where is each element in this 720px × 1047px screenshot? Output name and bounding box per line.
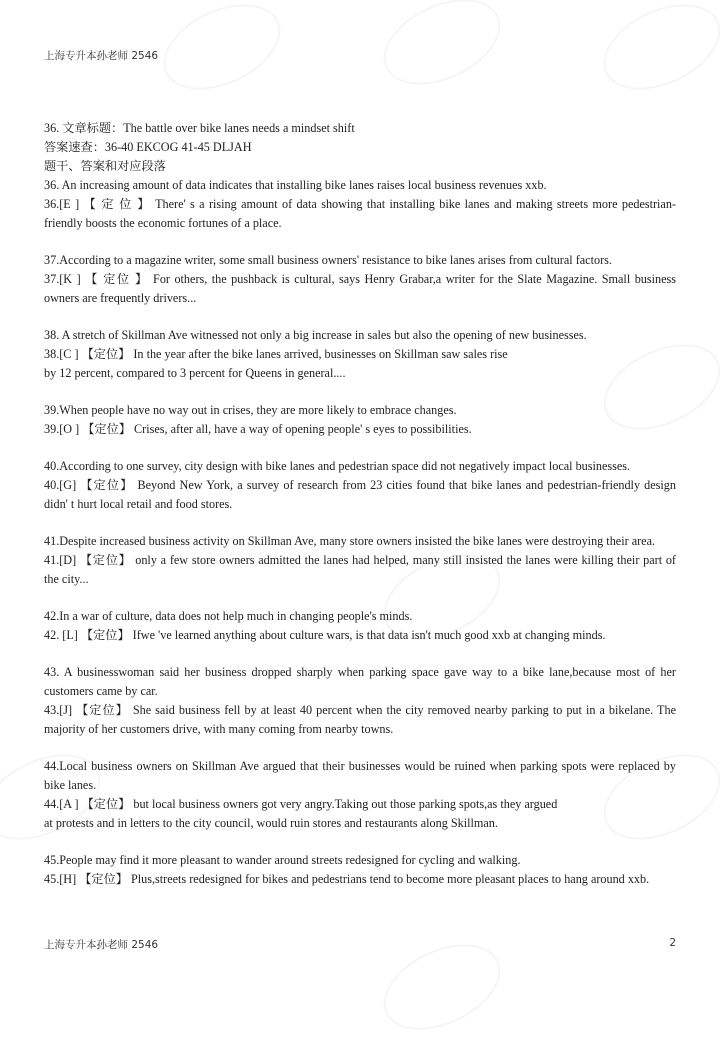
question-block (44, 663, 676, 739)
answer-text: 40.[G] 【定位】 Beyond New York, a survey of research from 23 cities found that bike lanes and pedestrian-friendly design didn' t hurt local retail and food stores. (44, 478, 676, 511)
answer-text: 42. [L] 【定位】 Ifwe 've learned anything about culture wars, is that data isn't much good xxb at changing minds. (44, 628, 606, 642)
answer-text: 45.[H] 【定位】 Plus,streets redesigned for bikes and pedestrians tend to become more pleasant places to hang around xxb. (44, 872, 650, 886)
question-block (44, 757, 676, 833)
footer-text: 上海专升本孙老师 2546 (44, 939, 159, 951)
question-text: 45.People may find it more pleasant to wander around streets redesigned for cycling and walking. (44, 853, 521, 867)
question-text: 44.Local business owners on Skillman Ave argued that their businesses would be ruined when parking spots were replaced by bike lanes. (44, 759, 676, 792)
question-text: 37.According to a magazine writer, some small business owners' resistance to bike lanes arises from cultural factors. (44, 253, 612, 267)
page-header: 上海专升本孙老师 2546 (44, 50, 159, 62)
question-text: 39.When people have no way out in crises, they are more likely to embrace changes. (44, 403, 457, 417)
question-text: 42.In a war of culture, data does not help much in changing people's minds. (44, 609, 413, 623)
answer-key: 答案速查：36-40 EKCOG 41-45 DLJAH (44, 140, 252, 154)
question-block (44, 401, 676, 439)
page-number: 2 (669, 937, 676, 949)
answer-text: 39.[O ] 【定位】 Crises, after all, have a way of opening people' s eyes to possibilities. (44, 422, 472, 436)
intro-section (44, 119, 676, 233)
question-block (44, 457, 676, 514)
answer-text: 36.[E ] 【 定 位 】 There' s a rising amount of data showing that installing bike lanes and making streets more pedestrian-friendly boosts the economic fortunes of a place. (44, 197, 676, 230)
answer-text: 38.[C ] 【定位】 In the year after the bike lanes arrived, businesses on Skillman saw sales rise by 12 percent, compared to 3 percent for Queens in general.... (44, 347, 508, 380)
answer-text: 41.[D] 【定位】 only a few store owners admitted the lanes had helped, many still insisted the lanes were killing their part of the city... (44, 553, 676, 586)
document-body (44, 119, 676, 907)
question-block (44, 251, 676, 308)
article-title: 36. 文章标题：The battle over bike lanes needs a mindset shift (44, 121, 355, 135)
question-text: 43. A businesswoman said her business dropped sharply when parking space gave way to a bike lane,because most of her customers came by car. (44, 665, 676, 698)
watermark-stamp (590, 0, 720, 107)
question-text: 40.According to one survey, city design with bike lanes and pedestrian space did not negatively impact local businesses. (44, 459, 631, 473)
question-text: 41.Despite increased business activity on Skillman Ave, many store owners insisted the bike lanes were destroying their area. (44, 534, 656, 548)
question-block (44, 326, 676, 383)
question-text: 38. A stretch of Skillman Ave witnessed not only a big increase in sales but also the opening of new businesses. (44, 328, 587, 342)
question-block (44, 607, 676, 645)
answer-text: 43.[J] 【定位】 She said business fell by at least 40 percent when the city removed nearby parking to put in a bikelane. The majority of her customers drive, with many coming from nearby towns. (44, 703, 676, 736)
question-block (44, 532, 676, 589)
answer-text: 44.[A ] 【定位】 but local business owners got very angry.Taking out those parking spots,as they argued at protests and in letters to the city council, would ruin stores and restaurants along Skillman. (44, 797, 558, 830)
question-text: 36. An increasing amount of data indicates that installing bike lanes raises local business revenues xxb. (44, 178, 547, 192)
page-footer (44, 937, 676, 952)
watermark-stamp (370, 0, 514, 102)
answer-text: 37.[K ] 【 定位 】 For others, the pushback is cultural, says Henry Grabar,a writer for the Slate Magazine. Small business owners are frequently drivers... (44, 272, 676, 305)
section-note: 题干、答案和对应段落 (44, 159, 166, 173)
watermark-stamp (150, 0, 294, 107)
question-block (44, 851, 676, 889)
